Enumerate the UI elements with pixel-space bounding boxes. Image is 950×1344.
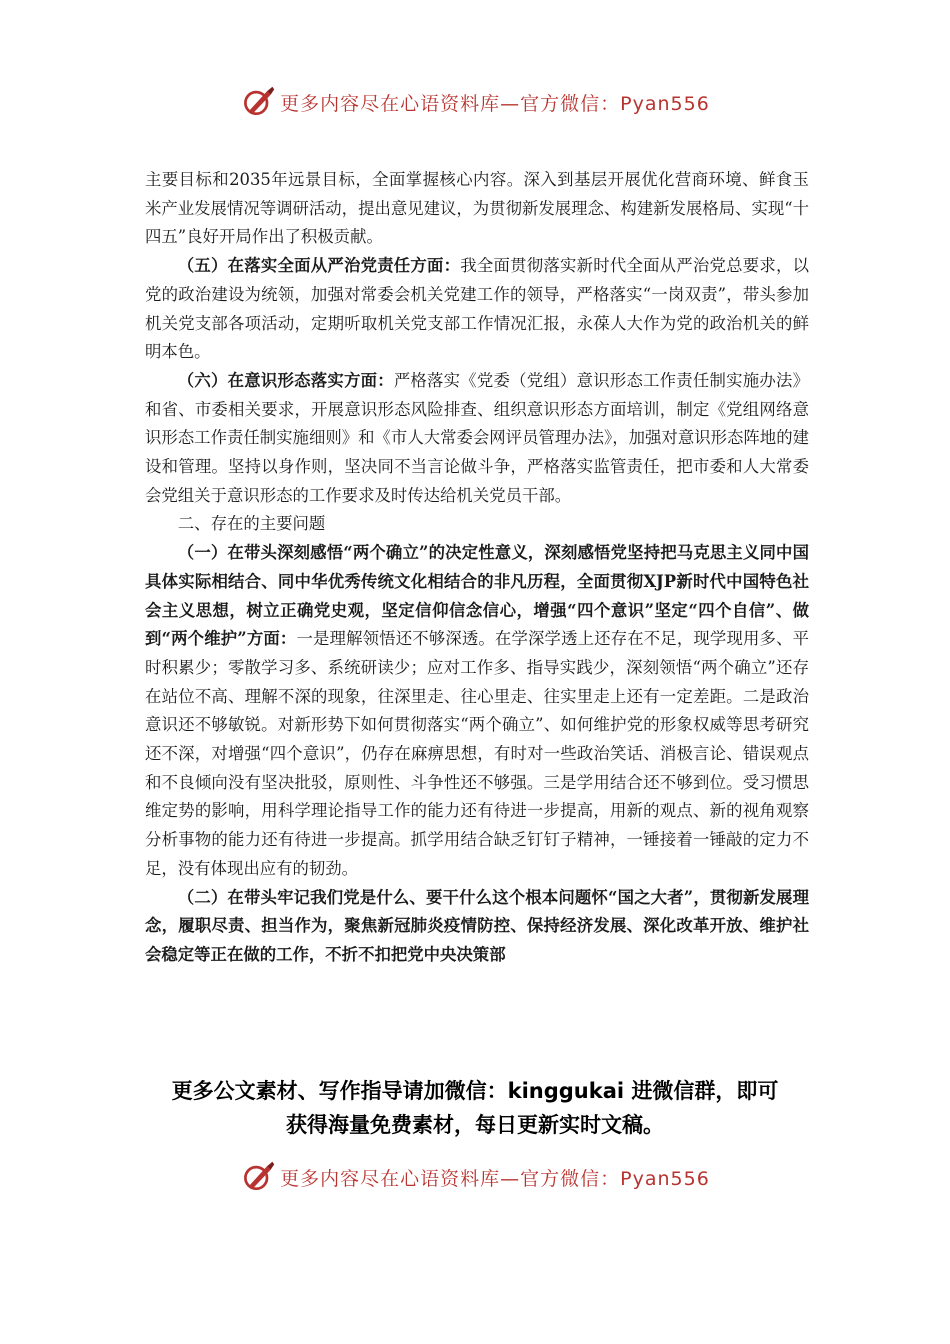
paragraph-heading: （一）在带头深刻感悟“两个确立”的决定性意义，深刻感悟党坚持把马克思主义同中国具体实际相结合、同中华优秀传统文化相结合的非凡历程，全面贯彻XJP新时代中国特色社会主义思想，树立正确党史观，坚定信仰信念信心，增强“四个意识”坚定“四个自信”、做到“两个维护”方面： bbox=[145, 543, 809, 649]
promo-notice bbox=[95, 1074, 855, 1142]
document-body bbox=[145, 166, 809, 970]
paragraph-heading: （二）在带头牢记我们党是什么、要干什么这个根本问题怀“国之大者”，贯彻新发展理念，履职尽责、担当作为，聚焦新冠肺炎疫情防控、保持经济发展、深化改革开放、维护社会稳定等正在做的工作，不折不扣把党中央决策部 bbox=[145, 887, 809, 964]
paragraph-3 bbox=[145, 367, 809, 511]
promo-line-1: 更多公文素材、写作指导请加微信：kinggukai 进微信群，即可 bbox=[171, 1079, 779, 1103]
paragraph-body: 一是理解领悟还不够深透。在学深学透上还存在不足，现学现用多、平时积累少；零散学习多、系统研读少；应对工作多、指导实践少，深刻领悟“两个确立”还存在站位不高、理解不深的现象，往深里走、往心里走、往实里走上还有一定差距。二是政治意识还不够敏锐。对新形势下如何贯彻落实“两个确立”、如何维护党的形象权威等思考研究还不深，对增强“四个意识”，仍存在麻痹思想，有时对一些政治笑话、消极言论、错误观点和不良倾向没有坚决批驳，原则性、斗争性还不够强。三是学用结合还不够到位。受习惯思维定势的影响，用科学理论指导工作的能力还有待进一步提高，用新的观点、新的视角观察分析事物的能力还有待进一步提高。抓学用结合缺乏钉钉子精神，一锤接着一锤敲的定力不足，没有体现出应有的韧劲。 bbox=[145, 629, 810, 878]
pen-logo-icon bbox=[240, 1159, 276, 1195]
section-heading bbox=[145, 510, 809, 539]
paragraph-heading: （五）在落实全面从严治党责任方面： bbox=[177, 256, 461, 276]
paragraph-1 bbox=[145, 166, 809, 252]
header-banner bbox=[0, 82, 950, 122]
paragraph-5 bbox=[145, 539, 809, 883]
banner-text: 更多内容尽在心语资料库—官方微信：Pyan556 bbox=[280, 92, 710, 115]
pen-logo-icon bbox=[240, 84, 276, 120]
paragraph-body: 严格落实《党委（党组）意识形态工作责任制实施办法》和省、市委相关要求，开展意识形态风险排查、组织意识形态方面培训，制定《党组网络意识形态工作责任制实施细则》和《市人大常委会网评员管理办法》，加强对意识形态阵地的建设和管理。坚持以身作则，坚决同不当言论做斗争，严格落实监管责任，把市委和人大常委会党组关于意识形态的工作要求及时传达给机关党员干部。 bbox=[145, 370, 809, 505]
section-heading-text: 二、存在的主要问题 bbox=[177, 514, 326, 534]
paragraph-6 bbox=[145, 884, 809, 970]
promo-line-2: 获得海量免费素材，每日更新实时文稿。 bbox=[286, 1113, 664, 1137]
paragraph-body: 主要目标和2035年远景目标，全面掌握核心内容。深入到基层开展优化营商环境、鲜食玉米产业发展情况等调研活动，提出意见建议，为贯彻新发展理念、构建新发展格局、实现“十四五”良好开局作出了积极贡献。 bbox=[145, 170, 810, 247]
paragraph-body: 我全面贯彻落实新时代全面从严治党总要求，以党的政治建设为统领，加强对常委会机关党建工作的领导，严格落实“一岗双责”，带头参加机关党支部各项活动，定期听取机关党支部工作情况汇报，永葆人大作为党的政治机关的鲜明本色。 bbox=[145, 256, 810, 362]
paragraph-heading: （六）在意识形态落实方面： bbox=[177, 370, 394, 390]
paragraph-2 bbox=[145, 252, 809, 367]
footer-banner bbox=[0, 1157, 950, 1197]
banner-text: 更多内容尽在心语资料库—官方微信：Pyan556 bbox=[280, 1167, 710, 1190]
